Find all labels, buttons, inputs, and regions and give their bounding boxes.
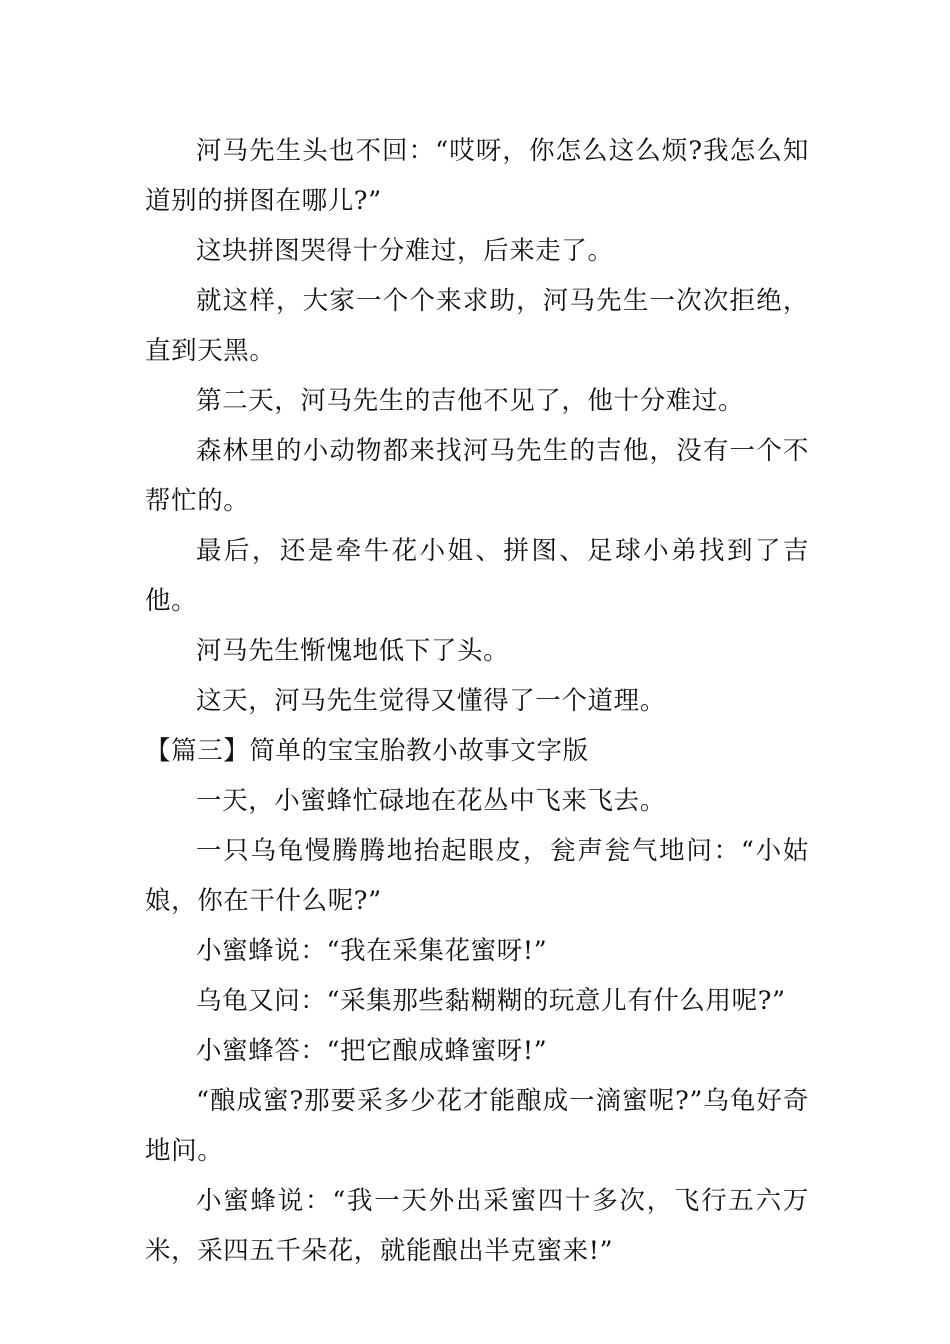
paragraph: 一只乌龟慢腾腾地抬起眼皮，瓮声瓮气地问：“小姑娘，你在干什么呢?” [145,836,809,916]
paragraph: 这块拼图哭得十分难过，后来走了。 [196,236,614,266]
paragraph: “酿成蜜?那要采多少花才能酿成一滴蜜呢?”乌龟好奇地问。 [145,1086,809,1166]
paragraph: 这天，河马先生觉得又懂得了一个道理。 [196,686,666,716]
paragraph: 就这样，大家一个个来求助，河马先生一次次拒绝，直到天黑。 [145,286,809,366]
section-heading: 【篇三】简单的宝宝胎教小故事文字版 [145,736,589,766]
document-body [145,126,809,1276]
paragraph: 小蜜蜂说：“我一天外出采蜜四十多次，飞行五六万米，采四五千朵花，就能酿出半克蜜来!” [145,1186,809,1266]
paragraph: 河马先生头也不回：“哎呀，你怎么这么烦?我怎么知道别的拼图在哪儿?” [145,136,809,216]
paragraph: 小蜜蜂答：“把它酿成蜂蜜呀!” [196,1036,548,1066]
paragraph: 最后，还是牵牛花小姐、拼图、足球小弟找到了吉他。 [145,536,809,616]
paragraph: 小蜜蜂说：“我在采集花蜜呀!” [196,936,548,966]
paragraph: 河马先生惭愧地低下了头。 [196,636,510,666]
paragraph: 一天，小蜜蜂忙碌地在花丛中飞来飞去。 [196,786,666,816]
paragraph: 乌龟又问：“采集那些黏糊糊的玩意儿有什么用呢?” [196,986,786,1016]
paragraph: 森林里的小动物都来找河马先生的吉他，没有一个不帮忙的。 [145,436,809,516]
paragraph: 第二天，河马先生的吉他不见了，他十分难过。 [196,386,745,416]
